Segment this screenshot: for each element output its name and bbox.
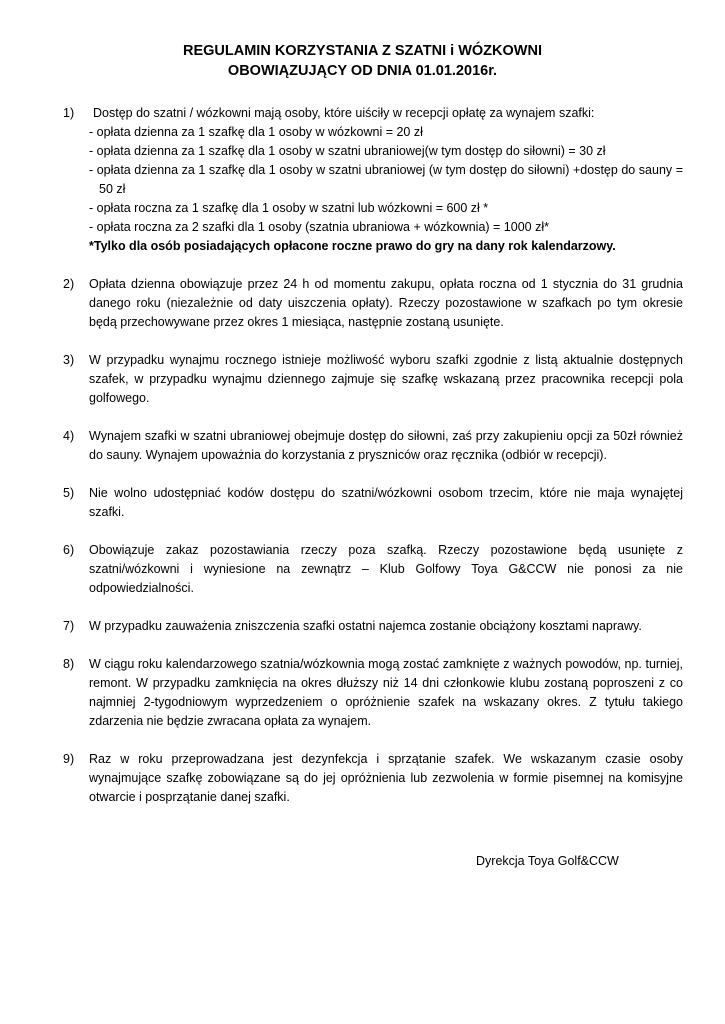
rule-number: 1): [63, 106, 75, 120]
fee-item: - opłata roczna za 1 szafkę dla 1 osoby w szatni lub wózkowni = 600 zł *: [89, 201, 489, 215]
rule-number: 2): [63, 277, 75, 291]
rule-item-1: [63, 104, 683, 256]
rule-number: 9): [63, 752, 75, 766]
rule-item-3: [63, 351, 683, 408]
rule-item-7: [63, 617, 683, 636]
annual-fee-note: *Tylko dla osób posiadających opłacone roczne prawo do gry na dany rok kalendarzowy.: [89, 239, 616, 253]
rule-text: W ciągu roku kalendarzowego szatnia/wózkownia mogą zostać zamknięte z ważnych powodów, np. turniej, remont. W przypadku zamknięcia na okres dłuższy niż 14 dni członkowie klubu zostaną poproszeni z co najmniej 2-tygodniowym wyprzedzeniem o opróżnienie szafek na wskazany okres. Z tytułu takiego zdarzenia nie będzie zwracana opłata za wynajem.: [89, 657, 683, 728]
rule-number: 5): [63, 486, 75, 500]
rule-item-5: [63, 484, 683, 522]
rule-number: 3): [63, 353, 75, 367]
rule-text: Nie wolno udostępniać kodów dostępu do szatni/wózkowni osobom trzecim, które nie maja wynajętej szafki.: [89, 486, 683, 519]
rules-list: [63, 104, 683, 826]
rule-text: W przypadku wynajmu rocznego istnieje możliwość wyboru szafki zgodnie z listą aktualnie dostępnych szafek, w przypadku wynajmu dziennego zajmuje się szafkę wskazaną przez pracownika recepcji pola golfowego.: [89, 353, 683, 405]
rule-text: Raz w roku przeprowadzana jest dezynfekcja i sprzątanie szafek. We wskazanym czasie osoby wynajmujące szafkę zobowiązane są do jej opróżnienia lub zezwolenia w formie pisemnej na komisyjne otwarcie i posprzątanie danej szafki.: [89, 752, 683, 804]
rule-number: 6): [63, 543, 75, 557]
rule-text: Dostęp do szatni / wózkowni mają osoby, które uiściły w recepcji opłatę za wynajem szafki:: [93, 106, 595, 120]
fee-item: - opłata roczna za 2 szafki dla 1 osoby (szatnia ubraniowa + wózkownia) = 1000 zł*: [89, 220, 549, 234]
rule-number: 7): [63, 619, 75, 633]
title-line-2: OBOWIĄZUJĄCY OD DNIA 01.01.2016r.: [227, 63, 498, 79]
rule-text: Opłata dzienna obowiązuje przez 24 h od momentu zakupu, opłata roczna od 1 stycznia do 31 grudnia danego roku (niezależnie od daty uiszczenia opłaty). Rzeczy pozostawione w szafkach po tym okresie będą przechowywane przez okres 1 miesiąca, następnie zostaną usunięte.: [89, 277, 683, 329]
fee-item: - opłata dzienna za 1 szafkę dla 1 osoby w szatni ubraniowej(w tym dostęp do siłowni) = 30 zł: [89, 144, 606, 158]
rule-item-2: [63, 275, 683, 332]
fee-item: - opłata dzienna za 1 szafkę dla 1 osoby w wózkowni = 20 zł: [89, 125, 423, 139]
rule-number: 8): [63, 657, 75, 671]
rule-item-8: [63, 655, 683, 731]
rule-item-6: [63, 541, 683, 598]
fee-item: - opłata dzienna za 1 szafkę dla 1 osoby w szatni ubraniowej (w tym dostęp do siłowni) +dostęp do sauny = 50 zł: [89, 163, 683, 196]
rule-text: Obowiązuje zakaz pozostawiania rzeczy poza szafką. Rzeczy pozostawione będą usunięte z szatni/wózkowni i wyniesione na zewnątrz – Klub Golfowy Toya G&CCW nie ponosi za nie odpowiedzialności.: [89, 543, 683, 595]
document-title: [0, 41, 725, 81]
title-line-1: REGULAMIN KORZYSTANIA Z SZATNI i WÓZKOWNI: [183, 43, 542, 59]
rule-item-9: [63, 750, 683, 807]
rule-text: W przypadku zauważenia zniszczenia szafki ostatni najemca zostanie obciążony kosztami naprawy.: [89, 619, 642, 633]
rule-item-4: [63, 427, 683, 465]
rule-text: Wynajem szafki w szatni ubraniowej obejmuje dostęp do siłowni, zaś przy zakupieniu opcji za 50zł również do sauny. Wynajem upoważnia do korzystania z pryszniców oraz ręcznika (odbiór w recepcji).: [89, 429, 683, 462]
rule-number: 4): [63, 429, 75, 443]
signature: Dyrekcja Toya Golf&CCW: [476, 854, 619, 868]
